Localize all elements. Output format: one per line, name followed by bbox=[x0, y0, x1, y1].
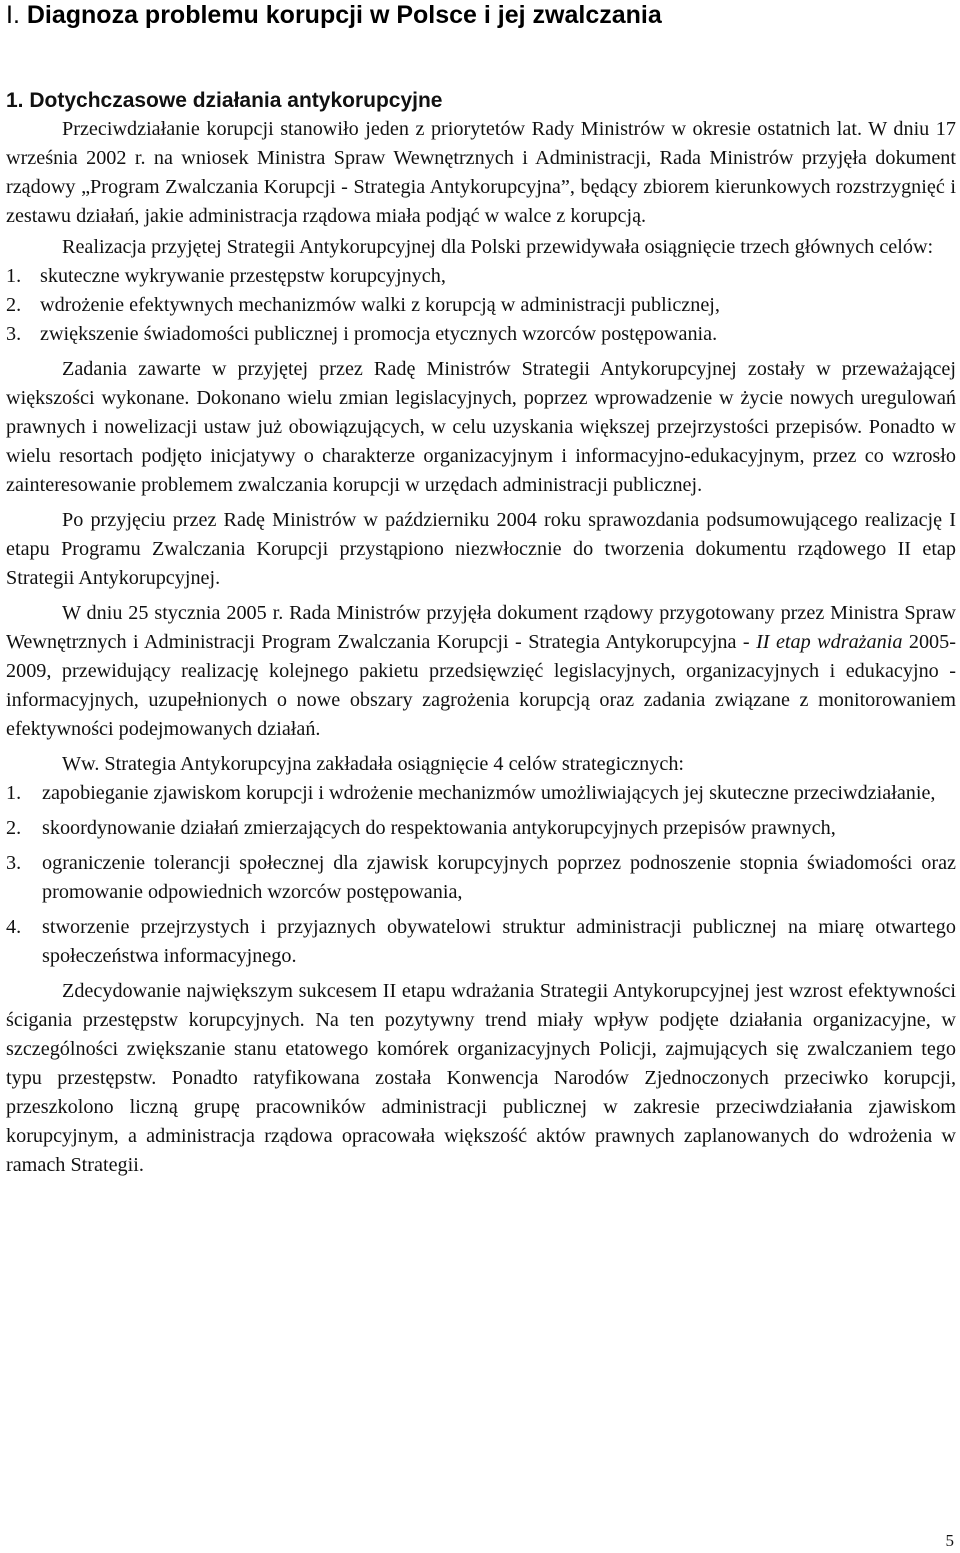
list-item-text: zapobieganie zjawiskom korupcji i wdrożenie mechanizmów umożliwiających jej skuteczne przeciwdziałanie, bbox=[42, 782, 936, 804]
paragraph-four-goals-intro: Ww. Strategia Antykorupcyjna zakładała osiągnięcie 4 celów strategicznych: bbox=[62, 753, 685, 775]
paragraph-success: Zdecydowanie największym sukcesem II etapu wdrażania Strategii Antykorupcyjnej jest wzrost efektywności ścigania przestępstw korupcyjnych. Na ten pozytywny trend miały wpływ podjęte działania organizacyjne, w szczególności zwiększanie stanu etatowego komórek organizacyjnych Policji, zajmujących się zwalczaniem tego typu przestępstw. Ponadto ratyfikowana została Konwencja Narodów Zjednoczonych przeciwko korupcji, przeszkolono liczną grupę pracowników administracji publicznej w zakresie przeciwdziałania zjawiskom korupcyjnym, a administracja rządowa opracowała większość aktów prawnych zaplanowanych do wdrożenia w ramach Strategii. bbox=[6, 980, 956, 1176]
list-item bbox=[6, 814, 956, 843]
three-goals-list bbox=[6, 262, 956, 349]
list-item bbox=[6, 262, 956, 291]
paragraph-text: 2005-2009, przewidujący realizację kolejnego pakietu przedsięwzięć legislacyjnych, organizacyjnych i edukacyjno - informacyjnych, uzupełnionych o nowe obszary zagrożenia korupcją oraz zadania związane z monitorowaniem efektywności podejmowanych działań. bbox=[6, 631, 956, 740]
list-item-number: 1. bbox=[6, 782, 22, 804]
list-item-text: ograniczenie tolerancji społecznej dla zjawisk korupcyjnych poprzez podnoszenie stopnia świadomości oraz promowanie odpowiednich wzorców postępowania, bbox=[42, 852, 956, 903]
list-item-text: stworzenie przejrzystych i przyjaznych obywatelowi struktur administracji publicznej na miarę otwartego społeczeństwa informacyjnego. bbox=[42, 916, 956, 967]
list-item-text: zwiększenie świadomości publicznej i promocja etycznych wzorców postępowania. bbox=[40, 323, 718, 345]
paragraph-three-goals-intro: Realizacja przyjętej Strategii Antykorupcyjnej dla Polski przewidywała osiągnięcie trzech głównych celów: bbox=[62, 236, 934, 258]
list-item bbox=[6, 913, 956, 971]
chapter-number: I. bbox=[6, 1, 20, 29]
section-heading: 1. Dotychczasowe działania antykorupcyjne bbox=[6, 89, 443, 112]
paragraph-text: W dniu 25 stycznia 2005 r. Rada Ministrów przyjęła dokument rządowy przygotowany przez Ministra Spraw Wewnętrznych i Administracji Program Zwalczania Korupcji - Strategia Antykorupcyjna - bbox=[6, 602, 956, 653]
list-item-number: 3. bbox=[6, 852, 22, 874]
chapter-heading bbox=[6, 0, 956, 30]
list-item bbox=[6, 320, 956, 349]
paragraph-report-2004: Po przyjęciu przez Radę Ministrów w październiku 2004 roku sprawozdania podsumowującego realizację I etapu Programu Zwalczania Korupcji przystąpiono niezwłocznie do tworzenia dokumentu rządowego II etap Strategii Antykorupcyjnej. bbox=[6, 509, 956, 589]
list-item-number: 2. bbox=[6, 294, 22, 316]
chapter-title: Diagnoza problemu korupcji w Polsce i jej zwalczania bbox=[26, 1, 662, 29]
paragraph-tasks-completed: Zadania zawarte w przyjętej przez Radę Ministrów Strategii Antykorupcyjnej zostały w przeważającej większości wykonane. Dokonano wielu zmian legislacyjnych, poprzez wprowadzenie w życie nowych uregulowań prawnych i nowelizacji ustaw już obowiązujących, w celu uzyskania większej przejrzystości przepisów. Ponadto w wielu resortach podjęto inicjatywy o charakterze organizacyjnym i informacyjno-edukacyjnym, przez co wzrosło zainteresowanie problemem zwalczania korupcji w urzędach administracji publicznej. bbox=[6, 358, 956, 496]
four-goals-list bbox=[6, 779, 956, 971]
list-item bbox=[6, 849, 956, 907]
list-item-text: skuteczne wykrywanie przestępstw korupcyjnych, bbox=[40, 265, 446, 287]
document-page bbox=[6, 0, 956, 1180]
paragraph-italic-text: II etap wdrażania bbox=[756, 631, 903, 653]
list-item-number: 1. bbox=[6, 265, 22, 287]
paragraph-intro: Przeciwdziałanie korupcji stanowiło jeden z priorytetów Rady Ministrów w okresie ostatnich lat. W dniu 17 września 2002 r. na wniosek Ministra Spraw Wewnętrznych i Administracji, Rada Ministrów przyjęła dokument rządowy „Program Zwalczania Korupcji - Strategia Antykorupcyjna”, będący zbiorem kierunkowych rozstrzygnięć i zestawu działań, jakie administracja rządowa miała podjąć w walce z korupcją. bbox=[6, 118, 956, 227]
list-item-text: skoordynowanie działań zmierzających do respektowania antykorupcyjnych przepisów prawnych, bbox=[42, 817, 836, 839]
list-item bbox=[6, 779, 956, 808]
list-item-number: 2. bbox=[6, 817, 22, 839]
paragraph-stage-two bbox=[6, 599, 956, 744]
list-item-number: 3. bbox=[6, 323, 22, 345]
list-item-text: wdrożenie efektywnych mechanizmów walki z korupcją w administracji publicznej, bbox=[40, 294, 720, 316]
page-number: 5 bbox=[945, 1531, 954, 1550]
list-item-number: 4. bbox=[6, 916, 22, 938]
list-item bbox=[6, 291, 956, 320]
